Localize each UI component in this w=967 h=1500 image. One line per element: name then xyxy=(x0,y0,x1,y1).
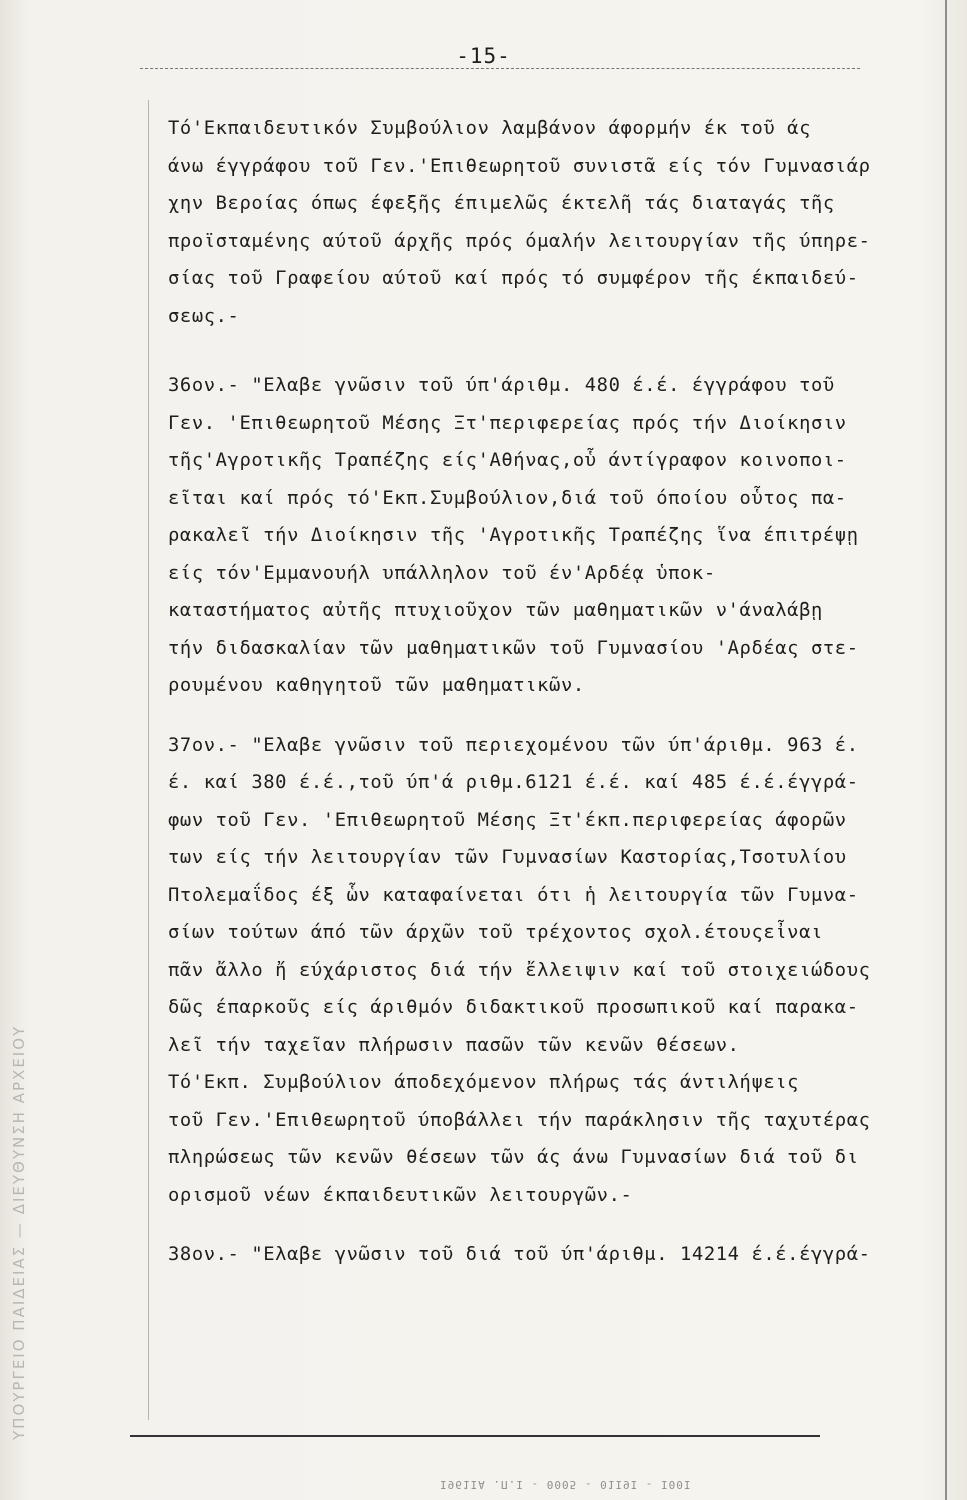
text-line: Τό'Εκπ. Συμβούλιον άποδεχόμενον πλήρως τάς άντιλήψεις xyxy=(168,1072,800,1093)
text-line: τοῦ Γεν.'Επιθεωρητοῦ ύποβάλλει τήν παράκλησιν τῆς ταχυτέρας xyxy=(168,1109,871,1131)
strikethrough-line xyxy=(130,1435,820,1437)
text-line: ορισμοῦ νέων έκπαιδευτικῶν λειτουργῶν.- xyxy=(168,1184,633,1206)
text-line: ρακαλεῖ τήν Διοίκησιν τῆς 'Αγροτικῆς Τραπέζης ἵνα έπιτρέψῃ xyxy=(168,525,859,546)
text-line: Τό'Εκπαιδευτικόν Συμβούλιον λαμβάνον άφορμήν έκ τοῦ άς xyxy=(168,118,811,139)
paragraph-gap xyxy=(168,335,948,367)
text-line: των είς τήν λειτουργίαν τῶν Γυμνασίων Καστορίας,Τσοτυλίου xyxy=(168,847,847,868)
text-line: προϊσταμένης αύτοῦ άρχῆς πρός όμαλήν λειτουργίαν τῆς ύπηρε- xyxy=(168,230,871,252)
text-line: Πτολεμαΐδος έξ ὧν καταφαίνεται ότι ἡ λειτουργία τῶν Γυμνα- xyxy=(168,884,859,906)
text-line: 36ον.- "Ελαβε γνῶσιν τοῦ ύπ'άριθμ. 480 έ.έ. έγγράφου τοῦ xyxy=(168,375,835,396)
text-line: λεῖ τήν ταχεῖαν πλήρωσιν πασῶν τῶν κενῶν θέσεων. xyxy=(168,1034,740,1056)
text-line: 37ον.- "Ελαβε γνῶσιν τοῦ περιεχομένου τῶν ύπ'άριθμ. 963 έ. xyxy=(168,734,859,756)
text-line: είς τόν'Εμμανουήλ υπάλληλον τοῦ έν'Αρδέᾳ ὑποκ- xyxy=(168,562,716,584)
paragraph-37 xyxy=(168,727,948,1215)
page-number: -15- xyxy=(456,44,511,68)
text-line: σίας τοῦ Γραφείου αύτοῦ καί πρός τό συμφέρον τῆς έκπαιδεύ- xyxy=(168,268,859,289)
text-line: δῶς έπαρκοῦς είς άριθμόν διδακτικοῦ προσωπικοῦ καί παρακα- xyxy=(168,997,859,1018)
paragraph-36 xyxy=(168,367,948,705)
text-line: καταστήματος αὐτῆς πτυχιοῦχον τῶν μαθηματικῶν ν'άναλάβῃ xyxy=(168,600,823,621)
text-line: τήν διδασκαλίαν τῶν μαθηματικῶν τοῦ Γυμνασίου 'Αρδέας στε- xyxy=(168,637,859,659)
paragraph-38 xyxy=(168,1236,948,1274)
minutes-body xyxy=(168,110,948,1274)
text-line: ρουμένου καθηγητοῦ τῶν μαθηματικῶν. xyxy=(168,675,585,696)
text-line: 38ον.- "Ελαβε γνῶσιν τοῦ διά τοῦ ύπ'άριθμ. 14214 έ.έ.έγγρά- xyxy=(168,1244,871,1265)
paragraph-gap xyxy=(168,1214,948,1236)
text-line: τῆς'Αγροτικῆς Τραπέζης είς'Αθήνας,οὗ άντίγραφον κοινοποι- xyxy=(168,450,847,471)
text-line: Γεν. 'Επιθεωρητοῦ Μέσης Ξτ'περιφερείας πρός τήν Διοίκησιν xyxy=(168,412,847,434)
text-line: έ. καί 380 έ.έ.,τοῦ ύπ'ά ριθμ.6121 έ.έ. καί 485 έ.έ.έγγρά- xyxy=(168,772,859,793)
text-line: άνω έγγράφου τοῦ Γεν.'Επιθεωρητοῦ συνιστᾶ είς τόν Γυμνασιάρ xyxy=(168,155,871,177)
paragraph-35 xyxy=(168,110,948,335)
text-line: χην Βεροίας όπως έφεξῆς έπιμελῶς έκτελῆ τάς διαταγάς τῆς xyxy=(168,193,835,214)
text-line: σεως.- xyxy=(168,305,240,327)
text-line: πᾶν ἄλλο ἤ εύχάριστος διά τήν ἔλλειψιν καί τοῦ στοιχειώδους xyxy=(168,959,871,981)
text-line: φων τοῦ Γεν. 'Επιθεωρητοῦ Μέσης Ξτ'έκπ.περιφερείας άφορῶν xyxy=(168,809,847,831)
footer-print-mark: Ι961ΙΑ .Π.Ι - 0005 - 01Ι9Ι - Ι00Ι xyxy=(440,1478,692,1491)
header-rule xyxy=(140,68,860,70)
text-line: εῖται καί πρός τό'Εκπ.Συμβούλιον,διά τοῦ όποίου οὗτος πα- xyxy=(168,487,847,509)
margin-rule xyxy=(148,100,149,1420)
left-margin xyxy=(0,0,128,1500)
text-line: σίων τούτων άπό τῶν άρχῶν τοῦ τρέχοντος σχολ.έτουςεἶναι xyxy=(168,922,823,943)
text-line: πληρώσεως τῶν κενῶν θέσεων τῶν άς άνω Γυμνασίων διά τοῦ δι xyxy=(168,1147,859,1168)
margin-archive-stamp: ΥΠΟΥΡΓΕΙΟ ΠΑΙΔΕΙΑΣ — ΔΙΕΥΘΥΝΣΗ ΑΡΧΕΙΟΥ xyxy=(10,1024,28,1440)
paragraph-gap xyxy=(168,705,948,727)
